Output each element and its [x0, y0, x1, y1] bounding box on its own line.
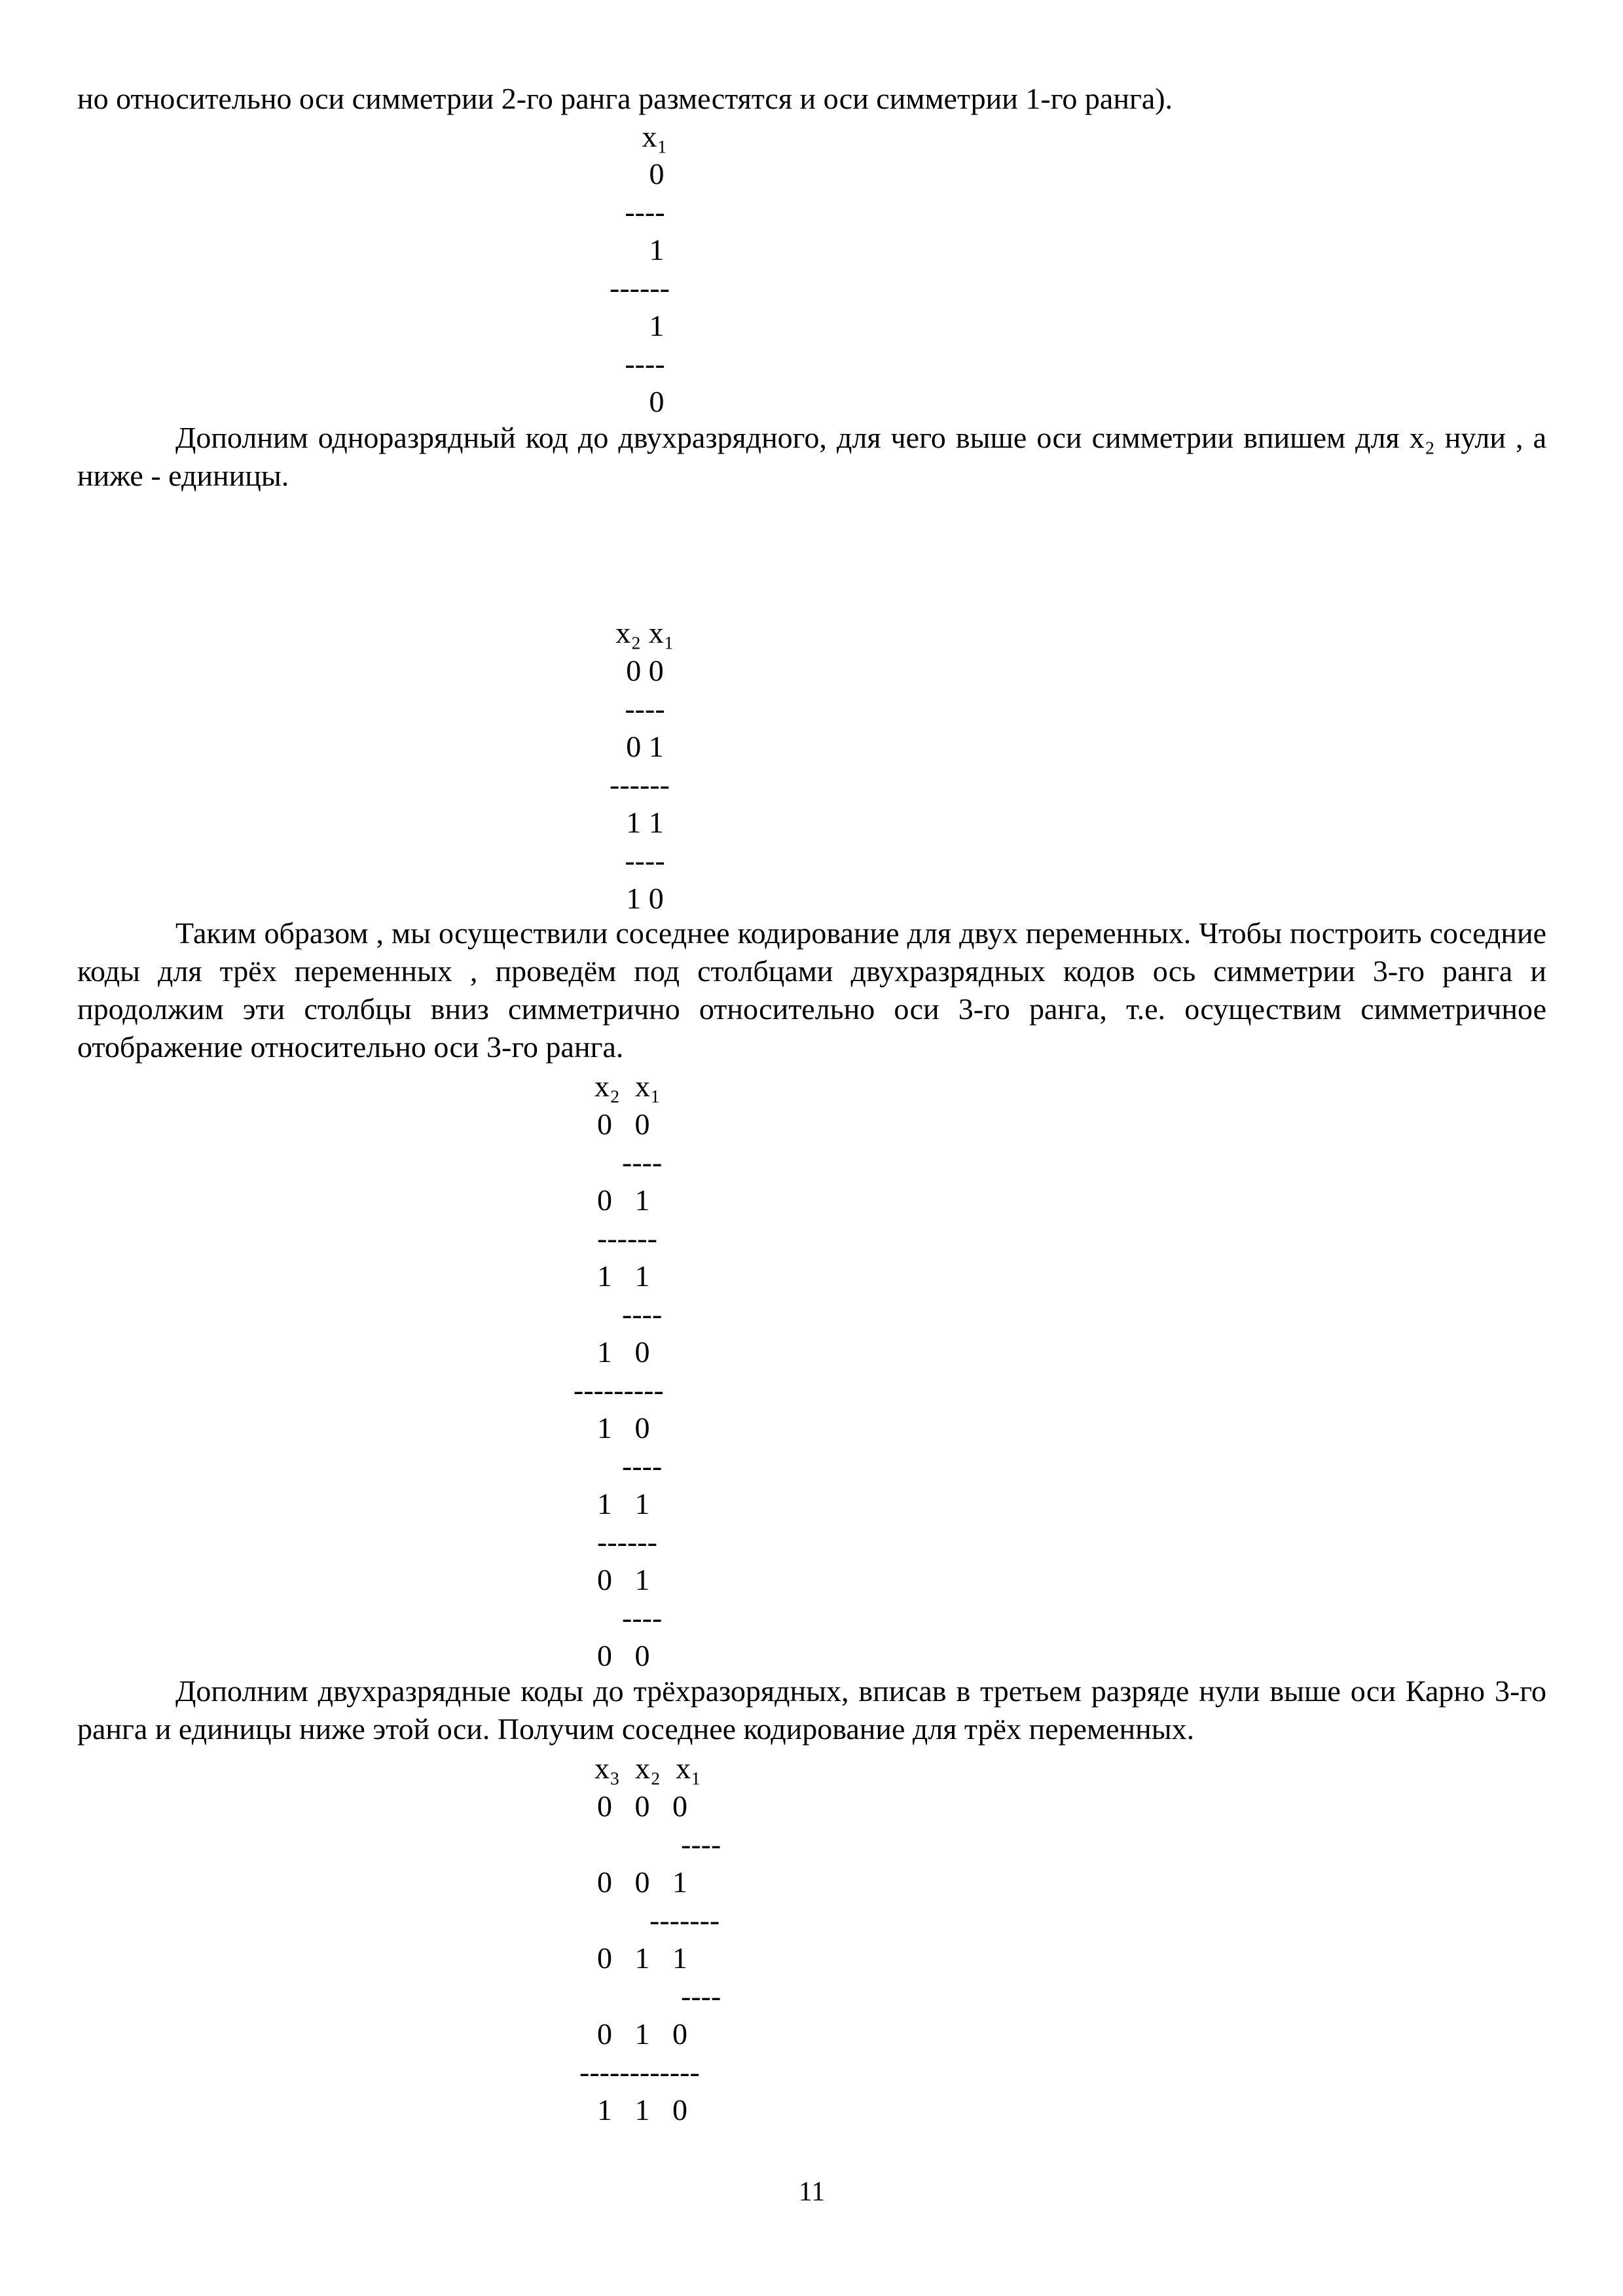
table2-line: 1 1 [626, 806, 664, 839]
paragraph-two-digit: Дополним одноразрядный код до двухразрядного, для чего выше оси симметрии впишем для x₂ нули , а ниже - единицы. [77, 421, 1546, 492]
table3-axis: ------ [597, 1221, 657, 1255]
table3-line: 0 0 [597, 1639, 650, 1672]
table4-header: x₃ x₂ x₁ [594, 1751, 702, 1785]
table3-axis: ------ [597, 1525, 657, 1558]
table3-axis: ---- [622, 1145, 663, 1179]
table2-line: 0 1 [626, 730, 664, 763]
table1-line: 1 [649, 309, 665, 342]
table3-header: x₂ x₁ [594, 1069, 661, 1103]
table2-line: 1 0 [626, 882, 664, 915]
table1-header: x₁ [642, 120, 668, 153]
table3-line: 1 1 [597, 1487, 650, 1520]
table1-line: 0 [649, 385, 665, 418]
table4-axis: ---- [681, 1827, 721, 1861]
table3-line: 1 1 [597, 1259, 650, 1293]
table4-line: 0 0 1 [597, 1865, 687, 1899]
table2-axis: ------ [610, 768, 670, 801]
table4-line: 1 1 0 [597, 2093, 687, 2126]
table4-line: 0 1 0 [597, 2017, 687, 2051]
table4-axis: ------- [649, 1903, 720, 1937]
table3-line: 0 1 [597, 1563, 650, 1596]
table1-axis: ---- [625, 195, 665, 228]
table3-axis: ---- [622, 1297, 663, 1331]
table2-axis: ---- [625, 844, 665, 877]
table3-axis: ---- [622, 1449, 663, 1482]
table4-line: 0 0 0 [597, 1789, 687, 1823]
table3-line: 0 1 [597, 1183, 650, 1217]
page-number: 11 [798, 2177, 826, 2207]
table3-axis: ---- [622, 1601, 663, 1634]
paragraph-three-vars: Таким образом , мы осуществили соседнее кодирование для двух переменных. Чтобы построить соседние коды для трёх переменных , проведём под столбцами двухразрядных кодов ось симметрии 3-го ранга и продолжим эти столбцы вниз симметрично относительно оси 3-го ранга, т.е. осуществим симметричное отображение относительно оси 3-го ранга. [77, 916, 1546, 1064]
table4-axis: ---- [681, 1979, 721, 2013]
table1-line: 1 [649, 233, 665, 266]
table4-line: 0 1 1 [597, 1941, 687, 1975]
table2-header: x₂ x₁ [615, 616, 674, 649]
table3-line: 1 0 [597, 1411, 650, 1444]
table1-line: 0 [649, 157, 665, 190]
paragraph-intro: но относительно оси симметрии 2-го ранга разместятся и оси симметрии 1-го ранга). [77, 82, 1173, 115]
table1-axis: ---- [625, 347, 665, 380]
paragraph-three-digit: Дополним двухразрядные коды до трёхразорядных, вписав в третьем разряде нули выше оси Карно 3-го ранга и единицы ниже этой оси. Получим соседнее кодирование для трёх переменных. [77, 1674, 1546, 1746]
table3-axis-rank3: --------- [574, 1373, 664, 1407]
table4-axis-rank3: ------------ [579, 2055, 700, 2089]
table2-axis: ---- [625, 692, 665, 725]
table3-line: 0 0 [597, 1107, 650, 1141]
table2-line: 0 0 [626, 654, 664, 687]
table3-line: 1 0 [597, 1335, 650, 1369]
table1-axis: ------ [610, 271, 670, 304]
